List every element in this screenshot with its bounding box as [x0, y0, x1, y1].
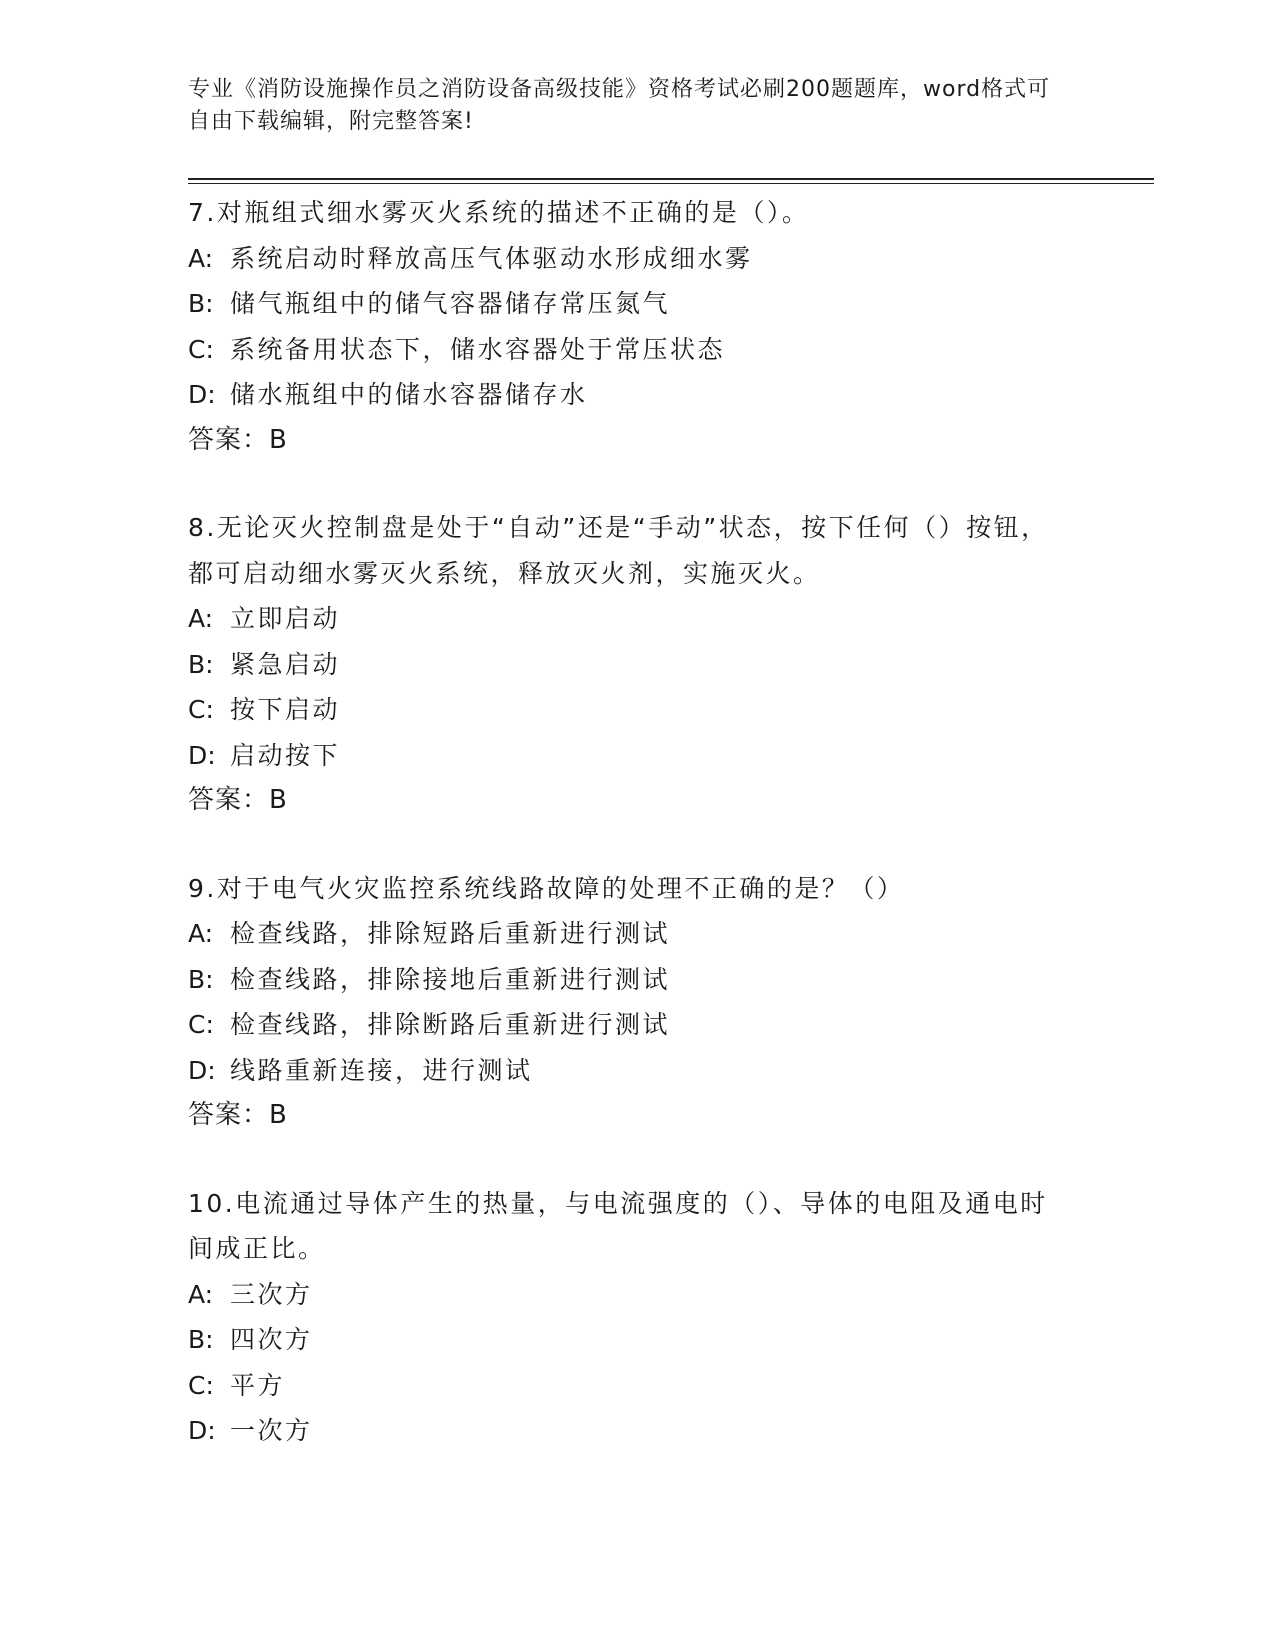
- option-b: [188, 281, 1088, 327]
- question-list: [188, 190, 1088, 1496]
- option-letter: D:: [188, 1416, 216, 1445]
- answer-line: 答案：B: [188, 785, 288, 815]
- option-text: 三次方: [230, 1279, 313, 1309]
- question-stem: 7.对瓶组式细水雾灭火系统的描述不正确的是（）。: [188, 198, 810, 227]
- option-d: [188, 733, 1088, 779]
- option-c: [188, 327, 1088, 373]
- option-b: [188, 1317, 1088, 1363]
- option-text: 系统备用状态下，储水容器处于常压状态: [230, 334, 726, 364]
- option-text: 启动按下: [230, 740, 341, 770]
- option-letter: D:: [188, 380, 216, 409]
- option-c: [188, 687, 1088, 733]
- question-8: [188, 505, 1088, 824]
- option-a: [188, 236, 1088, 282]
- option-text: 储水瓶组中的储水容器储存水: [230, 380, 588, 409]
- header-divider-thin: [188, 183, 1154, 184]
- option-text: 一次方: [230, 1416, 313, 1445]
- question-7: [188, 190, 1088, 463]
- option-letter: D:: [188, 1055, 216, 1085]
- option-letter: C:: [188, 695, 214, 724]
- option-text: 系统启动时释放高压气体驱动水形成细水雾: [230, 243, 753, 273]
- answer-line: 答案：B: [188, 424, 288, 455]
- header-divider-thick: [188, 178, 1154, 180]
- option-d: [188, 372, 1088, 418]
- option-letter: C:: [188, 334, 214, 364]
- answer-line: 答案：B: [188, 1100, 288, 1130]
- question-stem: 10.电流通过导体产生的热量，与电流强度的（）、导体的电阻及通电时间成正比。: [188, 1188, 1048, 1263]
- question-9: [188, 866, 1088, 1139]
- option-letter: A:: [188, 1279, 214, 1309]
- option-d: [188, 1048, 1088, 1094]
- option-letter: B:: [188, 649, 214, 679]
- option-letter: B:: [188, 964, 214, 994]
- option-letter: B:: [188, 289, 214, 318]
- document-header: 专业《消防设施操作员之消防设备高级技能》资格考试必刷200题题库，word格式可自由下载编辑，附完整答案!: [188, 77, 1051, 134]
- option-b: [188, 642, 1088, 688]
- option-a: [188, 911, 1088, 957]
- option-text: 平方: [230, 1370, 286, 1400]
- option-text: 储气瓶组中的储气容器储存常压氮气: [230, 289, 671, 318]
- option-letter: A:: [188, 919, 214, 948]
- option-a: [188, 1272, 1088, 1318]
- option-text: 立即启动: [230, 604, 341, 633]
- option-letter: B:: [188, 1325, 214, 1354]
- option-b: [188, 957, 1088, 1003]
- option-a: [188, 596, 1088, 642]
- option-letter: C:: [188, 1010, 214, 1039]
- option-letter: A:: [188, 243, 214, 273]
- option-text: 线路重新连接，进行测试: [230, 1055, 533, 1085]
- option-letter: A:: [188, 604, 214, 633]
- question-stem: 9.对于电气火灾监控系统线路故障的处理不正确的是？（）: [188, 873, 905, 903]
- option-c: [188, 1002, 1088, 1048]
- option-text: 紧急启动: [230, 649, 341, 679]
- option-text: 检查线路，排除短路后重新进行测试: [230, 919, 671, 948]
- option-text: 按下启动: [230, 695, 341, 724]
- option-text: 检查线路，排除接地后重新进行测试: [230, 964, 671, 994]
- question-10: [188, 1181, 1088, 1454]
- option-d: [188, 1408, 1088, 1454]
- option-text: 检查线路，排除断路后重新进行测试: [230, 1010, 671, 1039]
- option-letter: D:: [188, 740, 216, 770]
- question-stem: 8.无论灭火控制盘是处于“自动”还是“手动”状态，按下任何（）按钮，都可启动细水雾灭火系统，释放灭火剂，实施灭火。: [188, 513, 1049, 588]
- option-c: [188, 1363, 1088, 1409]
- option-letter: C:: [188, 1370, 214, 1400]
- option-text: 四次方: [230, 1325, 313, 1354]
